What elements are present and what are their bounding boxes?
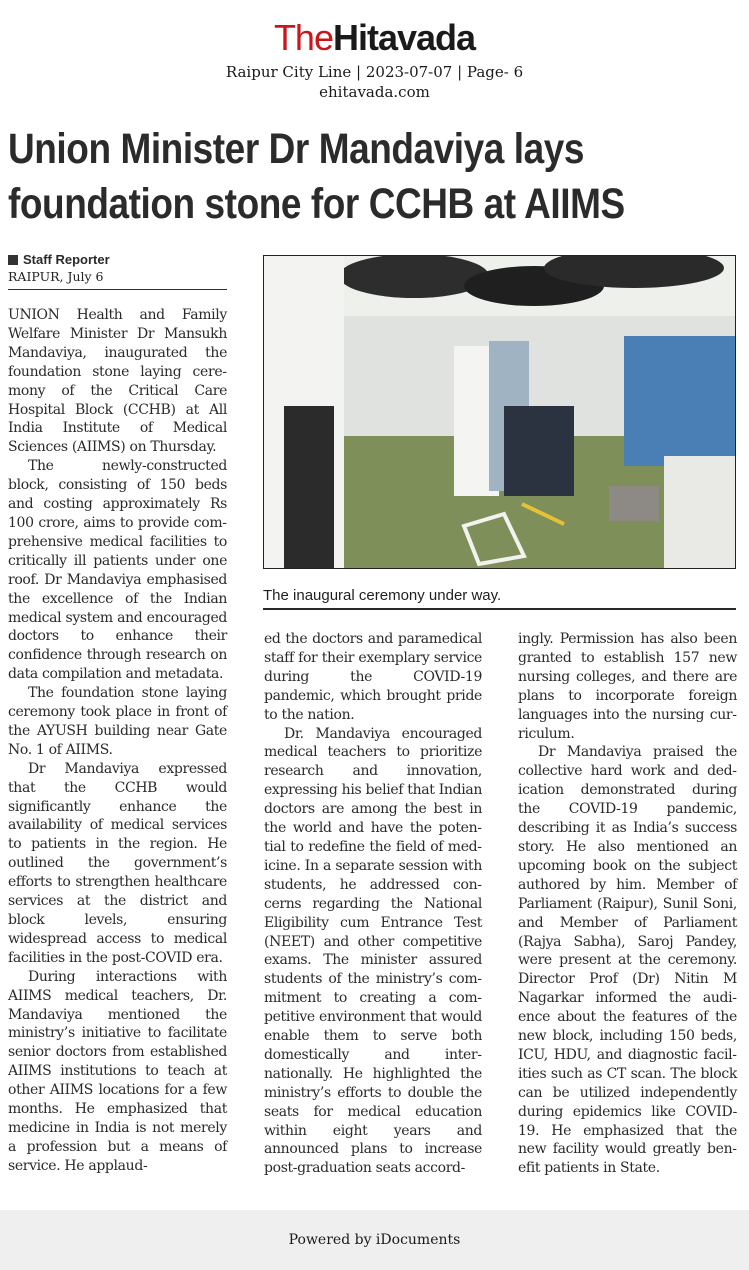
paragraph: UNION Health and Family Welfare Minister Dr Mansukh Mandaviya, inaugurated the foundation stone laying ceremony of the Critical Care Hospital Block (CCHB) at All India Institute of Medical Sciences (AIIMS) on Thursday. [8,307,227,456]
paragraph: Dr. Mandaviya encouraged medical teachers to prioritize research and innovation, expressing his belief that Indian doctors are among the best in the world and have the potential to redefine the field of medicine. In a separate session with students, he addressed concerns regarding the National Eligibility cum Entrance Test (NEET) and other competitive exams. The minister assured students of the ministry’s commitment to creating a competitive environment that would enable them to serve both domestically and internationally. He highlighted the ministry’s efforts to double the seats for medical education within eight years and announced plans to increase post-graduation seats accord- [264,725,482,1177]
dateline: RAIPUR, July 6 [8,269,104,284]
headline-line-1: Union Minister Dr Mandaviya lays [8,125,585,173]
caption-divider [263,608,736,610]
paragraph: Dr Mandaviya expressed that the CCHB would significantly enhance the availability of medical services to patients in the region. He outlined the government’s efforts to strengthen healthcare services at the district and block levels, ensuring widespread access to medical facilities in the post-COVID era. [8,760,227,966]
photo-caption: The inaugural ceremony under way. [263,587,502,604]
newspaper-logo [0,18,749,58]
square-bullet-icon [8,255,18,265]
ceremony-photo-illustration [264,256,735,568]
paragraph: ed the doctors and paramedical staff for their exemplary service during the COVID-19 pandemic, which brought pride to the nation. [264,631,482,723]
logo-hitavada: Hitavada [332,17,476,58]
article-column-2 [264,630,482,1178]
paragraph: Dr Mandaviya praised the collective hard work and dedication demonstrated during the COVID-19 pandemic, describing it as India’s success story. He also mentioned an upcoming book on the subject authored by him. Member of Parliament (Raipur), Sunil Soni, and Member of Parliament (Rajya Sabha), Saroj Pandey, were present at the ceremony. Director Prof (Dr) Nitin M Nagarkar informed the audience about the features of the new block, including 150 beds, ICU, HDU, and diagnostic facilities such as CT scan. The block can be utilized independently during epidemics like COVID-19. He emphasized that the new facility would greatly benefit patients in State. [518,744,737,1177]
edition-line: Raipur City Line | 2023-07-07 | Page- 6 [225,63,524,81]
logo-the: The [273,17,333,58]
article-headline [8,122,748,232]
reporter-name: Staff Reporter [23,252,110,267]
website-link[interactable]: ehitavada.com [319,83,430,101]
headline-line-2: foundation stone for CCHB at AIIMS [8,180,625,228]
paragraph: The newly-constructed block, consisting of 150 beds and costing approximately Rs 100 crore, aims to provide comprehensive medical facilities to critically ill patients under one roof. Dr Mandaviya emphasised the excellence of the Indian medical system and encouraged doctors to enhance their confidence through research on data compilation and metadata. [8,458,227,683]
article-column-1 [8,306,227,1176]
article-photo [263,255,736,569]
powered-by-text[interactable]: Powered by iDocuments [288,1232,461,1248]
byline-block [8,251,227,290]
masthead [0,18,749,102]
paragraph: During interactions with AIIMS medical teachers, Dr. Mandaviya mentioned the ministry’s initiative to facilitate senior doctors from established AIIMS institutions to teach at other AIIMS locations for a few months. He emphasized that medicine in India is not merely a profession but a means of service. He applaud- [8,968,227,1174]
byline [8,251,227,268]
paragraph: ingly. Permission has also been granted to establish 157 new nursing colleges, and there are plans to incorporate foreign languages into the nursing curriculum. [518,631,737,742]
byline-divider [8,289,227,290]
article-column-3 [518,630,737,1178]
paragraph: The foundation stone laying ceremony took place in front of the AYUSH building near Gate No. 1 of AIIMS. [8,685,227,758]
footer-bar [0,1210,749,1270]
